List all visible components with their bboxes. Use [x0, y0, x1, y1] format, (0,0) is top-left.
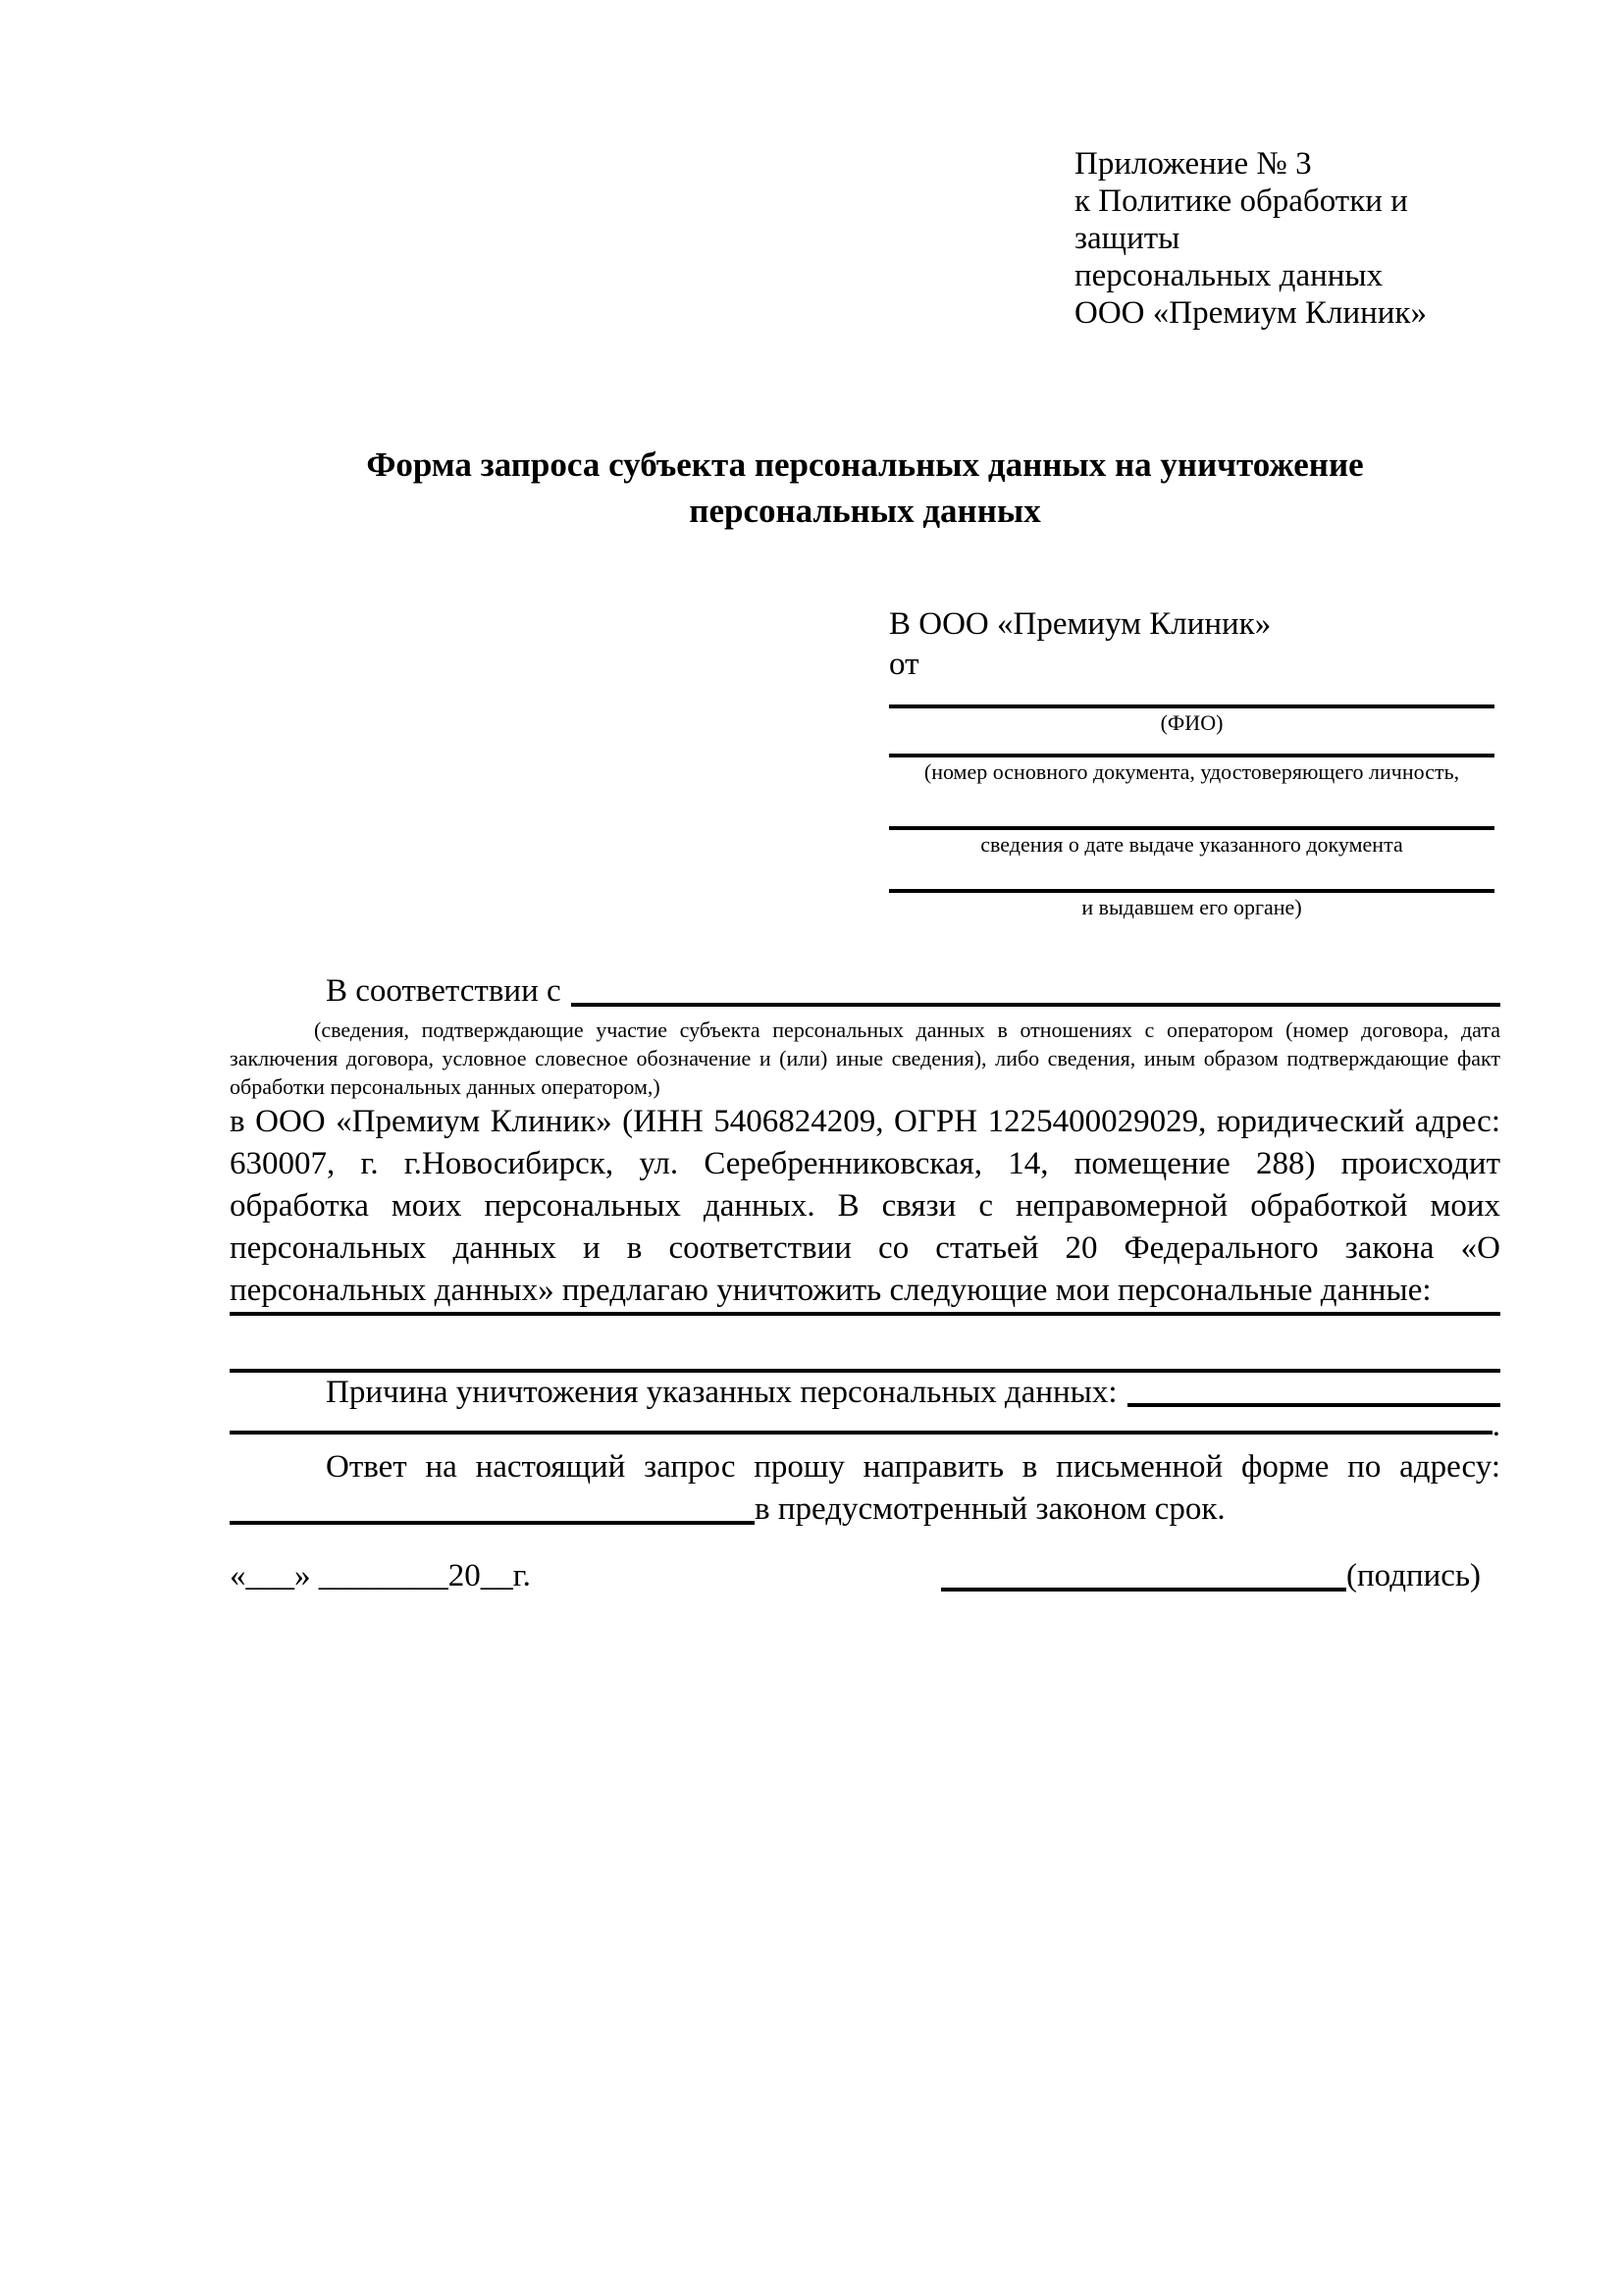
reason-row: [230, 1373, 1500, 1412]
body-paragraph: в ООО «Премиум Клиник» (ИНН 5406824209, ОГРН 1225400029029, юридический адрес: 630007, г. г.Новосибирск, ул. Серебренниковская, 14, помещение 288) происходит обработка моих персональных данных. В связи с неправомерной обработкой моих персональных данных и в соответствии со статьей 20 Федерального закона «О персональных данных» предлагаю уничтожить следующие мои персональные данные:: [230, 1104, 1500, 1308]
answer-address-row: [230, 1488, 1500, 1530]
addressee-to: В ООО «Премиум Клиник»: [889, 606, 1272, 642]
reason-label: Причина уничтожения указанных персональных данных:: [326, 1375, 1118, 1410]
line-terminator: .: [1492, 1408, 1500, 1443]
reason-continuation-row: [230, 1408, 1500, 1443]
signature-write-in-line: [941, 1588, 1346, 1592]
signature-caption: (подпись): [1346, 1558, 1481, 1593]
doc-number-caption: (номер основного документа, удостоверяющего личность,: [923, 759, 1460, 784]
accordance-row: [230, 971, 1500, 1012]
title-line-2: персональных данных: [689, 492, 1041, 530]
appendix-block: [1074, 145, 1500, 332]
date-blank: «___» ________20__г.: [230, 1558, 531, 1593]
document-title: [230, 442, 1500, 534]
addressee-block: [889, 604, 1494, 920]
personal-data-write-in-line-2: [230, 1316, 1500, 1373]
reason-write-in-line: [1127, 1403, 1500, 1407]
doc-issuer-caption: и выдавшем его органе): [1081, 895, 1302, 919]
address-write-in-line: [230, 1521, 755, 1525]
appendix-line-1: Приложение № 3: [1074, 146, 1312, 182]
doc-issue-date-caption: сведения о дате выдаче указанного документа: [980, 832, 1403, 857]
addressee-from: от: [889, 647, 919, 682]
appendix-line-2: к Политике обработки и защиты: [1074, 183, 1408, 256]
fio-write-in-line: [889, 685, 1494, 708]
signature-row: [230, 1555, 1500, 1596]
accordance-write-in-line: [571, 1003, 1500, 1007]
accordance-note: (сведения, подтверждающие участие субъекта персональных данных в отношениях с оператором (номер договора, дата заключения договора, условное словесное обозначение и (или) иные сведения), либо сведения, иным образом подтверждающие факт обработки персональных данных оператором,): [230, 1018, 1500, 1099]
fio-caption: (ФИО): [1160, 710, 1224, 735]
accordance-lead: В соответствии с: [326, 973, 561, 1009]
appendix-line-3: персональных данных: [1074, 258, 1384, 293]
doc-issue-date-write-in-line: [889, 785, 1494, 830]
doc-number-write-in-line: [889, 736, 1494, 757]
reason-write-in-line-2: [230, 1431, 1492, 1435]
answer-request-line: Ответ на настоящий запрос прошу направить в письменной форме по адресу:: [326, 1449, 1500, 1485]
doc-issuer-write-in-line: [889, 858, 1494, 893]
appendix-line-4: ООО «Премиум Клиник»: [1074, 295, 1427, 331]
signature-group: [941, 1555, 1481, 1596]
title-line-1: Форма запроса субъекта персональных данных на уничтожение: [366, 445, 1364, 484]
answer-tail: в предусмотренный законом срок.: [755, 1491, 1226, 1527]
